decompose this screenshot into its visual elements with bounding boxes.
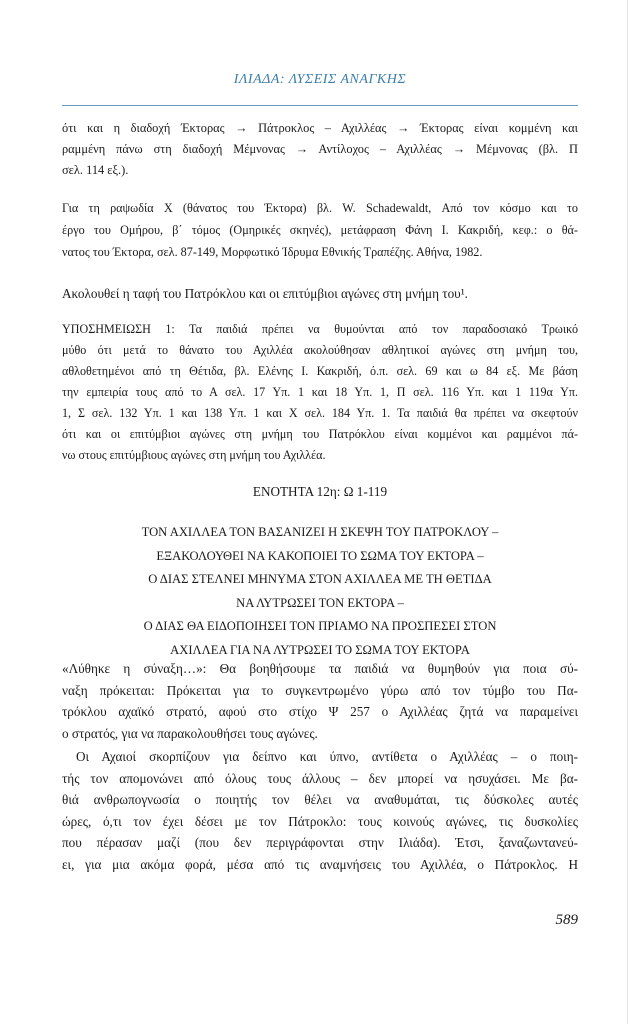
text-line: ώρες, ό,τι τον έχει δέσει με τον Πάτροκλο: τους κοινούς αγώνες, τις δυσκολίες — [62, 813, 578, 829]
paragraph-synaxi — [62, 658, 578, 744]
text-line: που πέρασαν μαζί (που δεν περιγράφονται στην Ιλιάδα). Έτσι, ξαναζωντανεύ- — [62, 835, 578, 850]
section-subtitle — [62, 521, 578, 662]
text-line: ναξη πρόκειται: Πρόκειται για το συγκεντρωμένο γύρω από τον τύμβο του Πα- — [62, 682, 578, 698]
text-line: ΥΠΟΣΗΜΕΙΩΣΗ 1: Τα παιδιά πρέπει να θυμούνται από τον παραδοσιακό Τρωικό — [62, 322, 578, 336]
subtitle-line: ΕΞΑΚΟΛΟΥΘΕΙ ΝΑ ΚΑΚΟΠΟΙΕΙ ΤΟ ΣΩΜΑ ΤΟΥ ΕΚΤΟΡΑ – — [156, 548, 484, 563]
text-line: τρόκλου αχαϊκό στρατό, αφού στο στίχο Ψ 257 ο Αχιλλέας ζητά να παραμείνει — [62, 704, 578, 719]
text-line: μύθο ότι μετά το θάνατο του Αχιλλέα ακολούθησαν αθλητικοί αγώνες στη μνήμη του, — [62, 343, 578, 357]
text-line: την εμπειρία τους από το Α σελ. 17 Υπ. 1 και 18 Υπ. 1, Π σελ. 116 Υπ. και 1 119α Υπ. — [62, 385, 578, 399]
subtitle-line: ΤΟΝ ΑΧΙΛΛΕΑ ΤΟΝ ΒΑΣΑΝΙΖΕΙ Η ΣΚΕΨΗ ΤΟΥ ΠΑΤΡΟΚΛΟΥ – — [141, 525, 499, 539]
text-line: Οι Αχαιοί σκορπίζουν για δείπνο και ύπνο, αντίθετα ο Αχιλλέας – ο ποιη- — [76, 749, 578, 764]
text-line: ότι και οι επιτύμβιοι αγώνες στη μνήμη του Πατρόκλου είναι κομμένοι και ραμμένοι πά- — [62, 427, 578, 441]
running-header: ΙΛΙΑΔΑ: ΛΥΣΕΙΣ ΑΝΑΓΚΗΣ — [233, 72, 407, 87]
text-line: έργο του Ομήρου, β΄ τόμος (Ομηρικές σκηνές), μετάφραση Φάνη Ι. Κακριδή, κεφ.: ο θά- — [62, 223, 578, 237]
page-number: 589 — [555, 912, 578, 928]
paragraph-continuation — [62, 118, 578, 181]
text-line: ο στρατός, για να παρακολουθήσει τους αγώνες. — [62, 725, 318, 741]
subtitle-line: ΝΑ ΛΥΤΡΩΣΕΙ ΤΟΝ ΕΚΤΟΡΑ – — [236, 595, 404, 610]
paragraph-achaeans — [62, 746, 578, 875]
subtitle-line: Ο ΔΙΑΣ ΣΤΕΛΝΕΙ ΜΗΝΥΜΑ ΣΤΟΝ ΑΧΙΛΛΕΑ ΜΕ ΤΗ ΘΕΤΙΔΑ — [148, 572, 492, 586]
text-line: θιά ανθρωπογνωσία ο ποιητής τον θέλει να αναθυμάται, τις δύσκολες αυτές — [62, 792, 578, 807]
paragraph-footnote — [62, 319, 578, 466]
text-line: αθλοθετημένοι από τη Θέτιδα, βλ. Ελένης Ι. Κακριδή, ό.π. σελ. 69 και ω 84 εξ. Με βάση — [62, 364, 578, 378]
section-title: ΕΝΟΤΗΤΑ 12η: Ω 1-119 — [252, 484, 388, 499]
text-line: τής τον απομονώνει από όλους τους άλλους – δεν μπορεί να ησυχάσει. Με βα- — [62, 770, 578, 786]
subtitle-line: ΑΧΙΛΛΕΑ ΓΙΑ ΝΑ ΛΥΤΡΩΣΕΙ ΤΟ ΣΩΜΑ ΤΟΥ ΕΚΤΟΡΑ — [170, 642, 470, 657]
text-line: νω στους επιτύμβιους αγώνες στη μνήμη του Αχιλλέα. — [62, 448, 326, 462]
paragraph-reference — [62, 197, 578, 263]
text-line: νατος του Έκτορα, σελ. 87-149, Μορφωτικό Ίδρυμα Εθνικής Τραπέζης. Αθήνα, 1982. — [62, 245, 483, 259]
header-rule — [62, 105, 578, 106]
scan-edge-line — [627, 0, 628, 1024]
text-line: 1, Σ σελ. 132 Υπ. 1 και 138 Υπ. 1 και Χ σελ. 184 Υπ. 1. Τα παιδιά θα πρέπει να σκεφτούν — [62, 406, 578, 420]
text-line: ότι και η διαδοχή Έκτορας → Πάτροκλος – Αχιλλέας → Έκτορας είναι κομμένη και — [62, 121, 578, 135]
text-line: ραμμένη πάνω στη διαδοχή Μέμνονας → Αντίλοχος – Αχιλλέας → Μέμνονας (βλ. Π — [62, 142, 578, 156]
subtitle-line: Ο ΔΙΑΣ ΘΑ ΕΙΔΟΠΟΙΗΣΕΙ ΤΟΝ ΠΡΙΑΜΟ ΝΑ ΠΡΟΣΠΕΣΕΙ ΣΤΟΝ — [143, 619, 497, 633]
text-line: σελ. 114 εξ.). — [62, 163, 129, 177]
text-line: «Λύθηκε η σύναξη…»: Θα βοηθήσουμε τα παιδιά να θυμηθούν για ποια σύ- — [62, 661, 578, 676]
text-line: Για τη ραψωδία Χ (θάνατος του Έκτορα) βλ. W. Schadewaldt, Από τον κόσμο και το — [62, 201, 578, 215]
text-line: ει, για μια ακόμα φορά, μέσα από τις αναμνήσεις του Αχιλλέα, ο Πάτροκλος. Η — [62, 856, 578, 872]
paragraph-funeral: Ακολουθεί η ταφή του Πατρόκλου και οι επιτύμβιοι αγώνες στη μνήμη του¹. — [62, 286, 468, 301]
